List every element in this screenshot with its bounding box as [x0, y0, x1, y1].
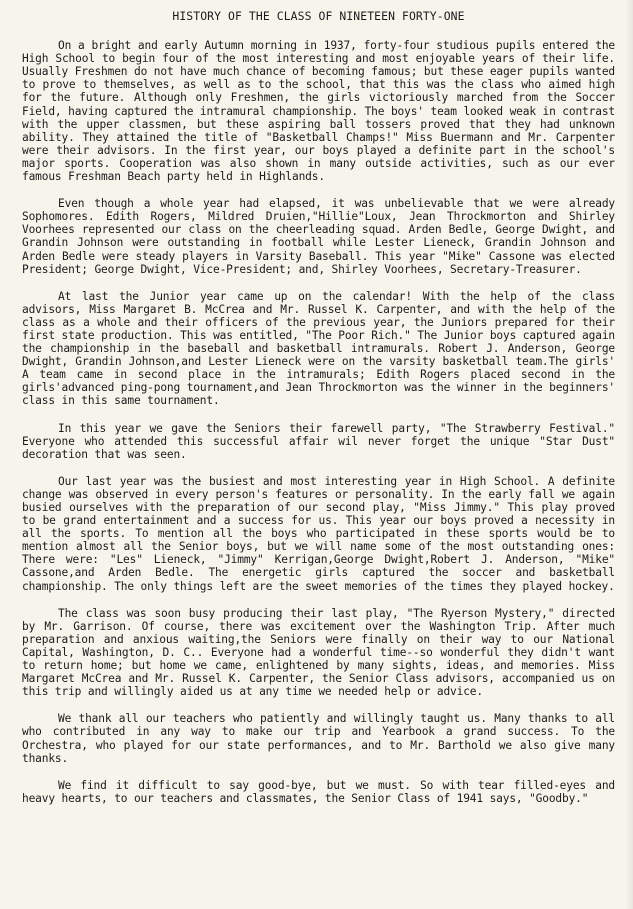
paragraph-goodbye: We find it difficult to say good-bye, but we must. So with tear filled-eyes and heavy hearts, to our teachers and classmates, the Senior Class of 1941 says, "Goodby."	[22, 778, 615, 805]
paragraph-senior-farewell-party: In this year we gave the Seniors their farewell party, "The Strawberry Festival." Everyone who attended this successful affair wil never forget the unique "Star Dust" decoration that was seen.	[22, 421, 615, 461]
paragraph-senior-year: Our last year was the busiest and most interesting year in High School. A definite change was observed in every person's features or personality. In the early fall we again busied ourselves with the preparation of our second play, "Miss Jimmy." This play proved to be grand entertainment and a success for us. This year our boys proved a necessity in all the sports. To mention all the boys who participated in these sports would be to mention almost all the Senior boys, but we will name some of the most outstanding ones: There were: "Les" Lieneck, "Jimmy" Kerrigan,George Dwight,Robert J. Anderson, "Mike" Cassone,and Arden Bedle. The energetic girls captured the soccer and basketball championship. The only things left are the sweet memories of the times they played hockey.	[22, 474, 615, 593]
paragraph-sophomore-year: Even though a whole year had elapsed, it was unbelievable that we were already Sophomores. Edith Rogers, Mildred Druien,"Hillie"Loux, Jean Throckmorton and Shirley Voorhees represented our class on the cheerleading squad. Arden Bedle, George Dwight, and Grandin Johnson were outstanding in football while Lester Lieneck, Grandin Johnson and Arden Bedle were steady players in Varsity Baseball. This year "Mike" Cassone was elected President; George Dwight, Vice-President; and, Shirley Voorhees, Secretary-Treasurer.	[22, 197, 615, 276]
paragraph-washington-trip: The class was soon busy producing their last play, "The Ryerson Mystery," directed by Mr. Garrison. Of course, there was excitement over the Washington Trip. After much preparation and anxious waiting,the Seniors were finally on their way to our National Capital, Washington, D. C.. Everyone had a wonderful time--so wonderful they didn't want to return home; but home we came, enlightened by many sights, ideas, and memories. Miss Margaret McCrea and Mr. Russel K. Carpenter, the Senior Class advisors, accompanied us on this trip and willingly aided us at any time we needed help or advice.	[22, 606, 615, 699]
paragraph-junior-year: At last the Junior year came up on the calendar! With the help of the class advisors, Miss Margaret B. McCrea and Mr. Russel K. Carpenter, and with the help of the class as a whole and their officers of the previous year, the Juniors prepared for their first state production. This was entitled, "The Poor Rich." The Junior boys captured again the championship in the baseball and basketball intramurals. Robert J. Anderson, George Dwight, Grandin Johnson,and Lester Lieneck were on the varsity basketball team.The girls' A team came in second place in the intramurals; Edith Rogers placed second in the girls'advanced ping-pong tournament,and Jean Throckmorton was the winner in the beginners' class in this same tournament.	[22, 289, 615, 408]
paragraph-freshman-year: On a bright and early Autumn morning in 1937, forty-four studious pupils entered the High School to begin four of the most interesting and most enjoyable years of their life. Usually Freshmen do not have much chance of becoming famous; but these eager pupils wanted to prove to themselves, as well as to the school, that this was the class who aimed high for the future. Although only Freshmen, the girls victoriously marched from the Soccer Field, having captured the intramural championship. The boys' team looked weak in contrast with the upper classmen, but these aspiring ball tossers proved that they had unknown ability. They attained the title of "Basketball Champs!" Miss Buermann and Mr. Carpenter were their advisors. In the first year, our boys played a definite part in the school's major sports. Cooperation was also shown in many outside activities, such as our ever famous Freshman Beach party held in Highlands.	[22, 39, 615, 184]
paragraph-thanks: We thank all our teachers who patiently and willingly taught us. Many thanks to all who contributed in any way to make our trip and Yearbook a grand success. To the Orchestra, who played for our state performances, and to Mr. Barthold we also give many thanks.	[22, 712, 615, 765]
page-edge-shadow	[625, 0, 633, 909]
document-title: HISTORY OF THE CLASS OF NINETEEN FORTY-ONE	[172, 9, 465, 23]
